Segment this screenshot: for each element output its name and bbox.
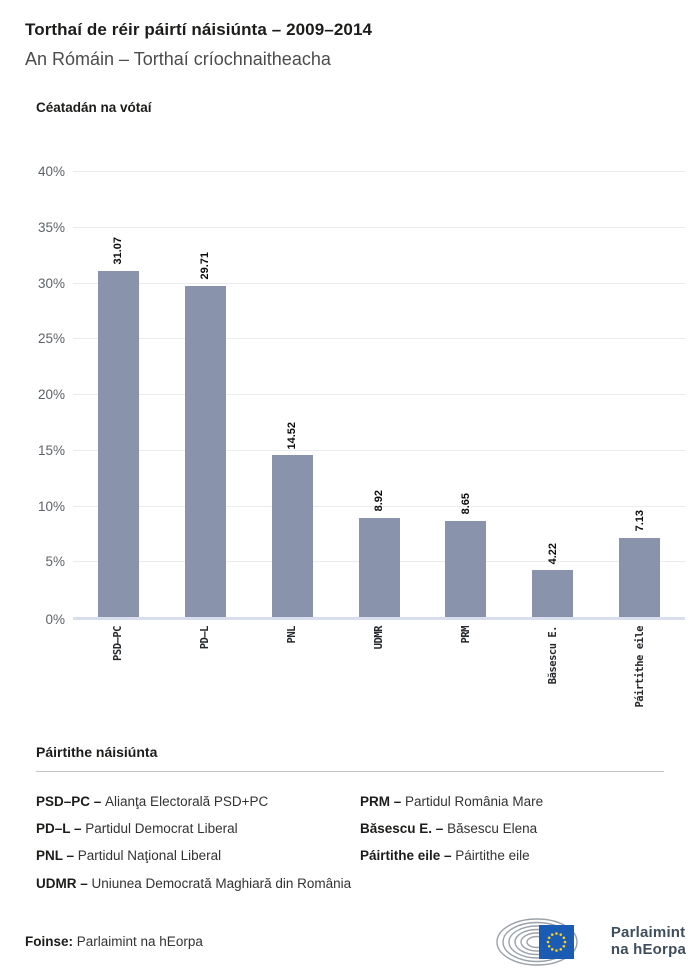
bar-column	[422, 171, 509, 617]
bar	[359, 518, 400, 617]
legend-entry-name: Páirtithe eile	[455, 848, 530, 864]
ep-logo-wordmark	[611, 925, 686, 959]
ep-hemicycle-flag-icon	[495, 916, 603, 968]
x-axis-category-label: UDMR	[373, 626, 385, 650]
bar	[272, 455, 313, 617]
bar-column	[249, 171, 336, 617]
x-axis-label-slot	[336, 626, 423, 726]
y-axis-tick-label: 35%	[37, 219, 65, 235]
bar-value-label: 31.07	[112, 237, 125, 265]
legend-entry	[360, 820, 664, 838]
bar-column	[509, 171, 596, 617]
legend-entry-name: Partidul Democrat Liberal	[85, 821, 238, 837]
bars	[75, 171, 683, 617]
chart-axis-title: Céatadán na vótaí	[36, 100, 152, 115]
x-axis-category-label: Páirtithe eile	[633, 626, 646, 708]
y-axis-tick-label: 40%	[37, 164, 65, 180]
bar	[98, 271, 139, 617]
legend-entry	[36, 793, 360, 811]
legend-column	[360, 793, 664, 902]
legend-entry-abbr: PSD–PC –	[36, 794, 106, 809]
source-value: Parlaimint na hEorpa	[73, 934, 203, 950]
legend-entry	[36, 847, 360, 865]
bar-value-label: 29.71	[199, 252, 212, 280]
source-label: Foinse:	[25, 934, 74, 950]
x-axis-category-label: PSD–PC	[112, 626, 125, 661]
legend-entry	[360, 793, 664, 811]
bar-column	[596, 171, 683, 617]
y-axis-tick-label: 25%	[37, 331, 65, 347]
legend-entry-abbr: PRM –	[360, 794, 406, 809]
legend-entry-abbr: PNL –	[36, 848, 78, 864]
bar-value-label: 8.65	[459, 493, 472, 515]
y-axis-tick-label: 5%	[45, 554, 65, 570]
legend-section	[36, 744, 664, 902]
bar	[532, 570, 573, 617]
legend-divider	[36, 771, 664, 772]
bar	[619, 538, 660, 617]
x-axis-category-label: PD–L	[199, 626, 212, 650]
ep-logo-line1: Parlaimint	[610, 923, 686, 941]
x-axis-label-slot	[422, 626, 509, 726]
y-axis-tick-label: 15%	[37, 442, 65, 458]
legend-column	[36, 793, 360, 902]
bar-column	[75, 171, 162, 617]
y-axis-tick-label: 10%	[37, 498, 65, 514]
x-axis-label-slot	[75, 626, 162, 726]
footer	[25, 916, 686, 968]
bar	[185, 286, 226, 617]
x-axis-category-label: PNL	[286, 626, 299, 644]
legend-entry-abbr: UDMR –	[36, 875, 92, 891]
bar-value-label: 4.22	[546, 542, 559, 564]
y-axis-tick-label: 30%	[37, 275, 65, 291]
page-subtitle: An Rómáin – Torthaí críochnaitheacha	[25, 49, 331, 69]
plot-area	[37, 164, 685, 628]
bar-column	[162, 171, 249, 617]
european-parliament-logo	[495, 916, 686, 968]
bar-column	[336, 171, 423, 617]
legend-entry-abbr: Băsescu E. –	[360, 821, 448, 837]
legend-entry-name: Partidul România Mare	[405, 794, 544, 809]
legend-columns	[36, 793, 664, 902]
legend-entry-name: Băsescu Elena	[447, 821, 538, 837]
y-axis-tick-label: 0%	[45, 612, 65, 628]
legend-entry-name: Uniunea Democrată Maghiară din România	[91, 875, 352, 891]
x-axis-label-slot	[509, 626, 596, 726]
legend-entry-name: Partidul Naţional Liberal	[77, 848, 222, 864]
source-note	[25, 934, 203, 949]
legend-heading: Páirtithe náisiúnta	[36, 744, 158, 760]
x-axis-label-slot	[162, 626, 249, 726]
x-axis-label-slot	[249, 626, 336, 726]
bar	[445, 521, 486, 617]
x-axis-label-slot	[596, 626, 683, 726]
legend-entry-abbr: PD–L –	[36, 821, 86, 837]
report-header	[0, 0, 700, 70]
x-axis-labels	[73, 626, 685, 726]
bar-value-label: 14.52	[286, 421, 299, 450]
ep-logo-line2: na hEorpa	[610, 940, 686, 958]
legend-entry-name: Alianţa Electorală PSD+PC	[105, 794, 269, 809]
y-axis-tick-label: 20%	[37, 387, 65, 403]
bar-value-label: 8.92	[373, 490, 385, 512]
page-title: Torthaí de réir páirtí náisiúnta – 2009–2014	[25, 20, 373, 39]
bar-value-label: 7.13	[633, 510, 646, 532]
x-axis-category-label: Băsescu E.	[546, 626, 559, 685]
legend-entry	[360, 847, 664, 865]
legend-entry	[36, 875, 360, 893]
x-axis-category-label: PRM	[459, 626, 472, 644]
legend-entry-abbr: Páirtithe eile –	[360, 848, 456, 864]
gridline	[45, 612, 685, 628]
legend-entry	[36, 820, 360, 838]
